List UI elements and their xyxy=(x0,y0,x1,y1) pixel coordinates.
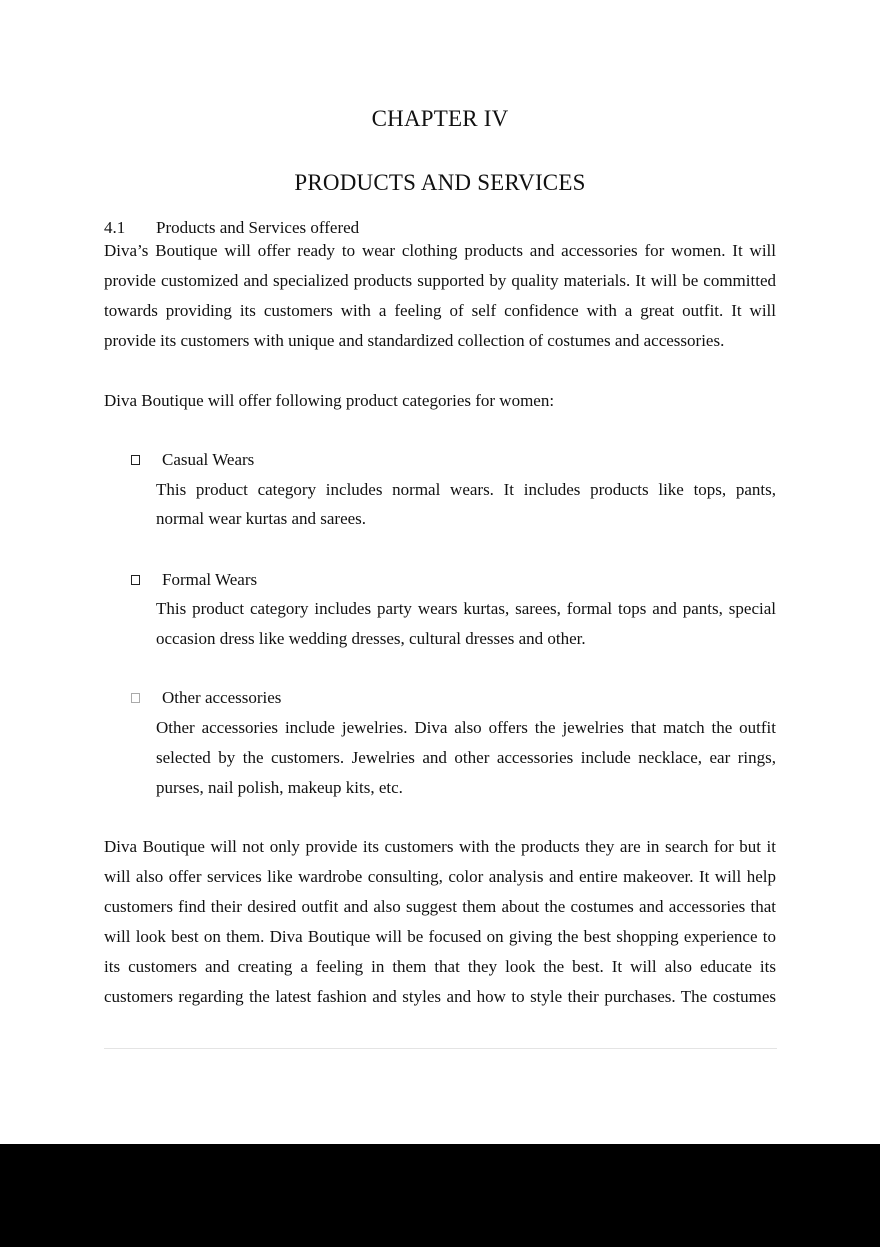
page-title: PRODUCTS AND SERVICES xyxy=(294,170,586,195)
category-desc-line: This product category includes normal wears. It includes products like tops, pants, xyxy=(156,480,776,499)
category-desc-line: normal wear kurtas and sarees. xyxy=(156,509,367,528)
category-desc-line: purses, nail polish, makeup kits, etc. xyxy=(156,778,403,797)
checkbox-bullet-icon xyxy=(131,455,140,465)
categories-intro: Diva Boutique will offer following product categories for women: xyxy=(104,391,555,410)
intro-line: provide customized and specialized products supported by quality materials. It will be committed xyxy=(104,271,776,290)
page-divider xyxy=(104,1048,777,1049)
chapter-heading: CHAPTER IV xyxy=(371,106,509,131)
category-name: Casual Wears xyxy=(162,450,255,469)
category-desc-line: Other accessories include jewelries. Diva also offers the jewelries that match the outfit xyxy=(156,718,776,737)
category-desc-line: selected by the customers. Jewelries and other accessories include necklace, ear rings, xyxy=(156,748,776,767)
checkbox-bullet-icon xyxy=(131,693,140,703)
category-name: Formal Wears xyxy=(162,570,258,589)
services-line: will look best on them. Diva Boutique will be focused on giving the best shopping experience to xyxy=(104,927,776,946)
services-line: customers regarding the latest fashion and styles and how to style their purchases. The costumes xyxy=(104,987,776,1006)
section-title: Products and Services offered xyxy=(156,218,360,237)
checkbox-bullet-icon xyxy=(131,575,140,585)
section-number: 4.1 xyxy=(104,218,126,237)
category-desc-line: occasion dress like wedding dresses, cultural dresses and other. xyxy=(156,629,586,648)
services-line: customers find their desired outfit and also suggest them about the costumes and accessories that xyxy=(104,897,776,916)
services-line: its customers and creating a feeling in them that they look the best. It will also educate its xyxy=(104,957,776,976)
intro-line: provide its customers with unique and standardized collection of costumes and accessories. xyxy=(104,331,725,350)
services-line: will also offer services like wardrobe consulting, color analysis and entire makeover. It will help xyxy=(104,867,776,886)
services-line: Diva Boutique will not only provide its customers with the products they are in search for but it xyxy=(104,837,776,856)
intro-line: towards providing its customers with a feeling of self confidence with a great outfit. It will xyxy=(104,301,776,320)
category-name: Other accessories xyxy=(162,688,282,707)
category-desc-line: This product category includes party wears kurtas, sarees, formal tops and pants, special xyxy=(156,599,776,618)
intro-line: Diva’s Boutique will offer ready to wear clothing products and accessories for women. It will xyxy=(104,241,776,260)
